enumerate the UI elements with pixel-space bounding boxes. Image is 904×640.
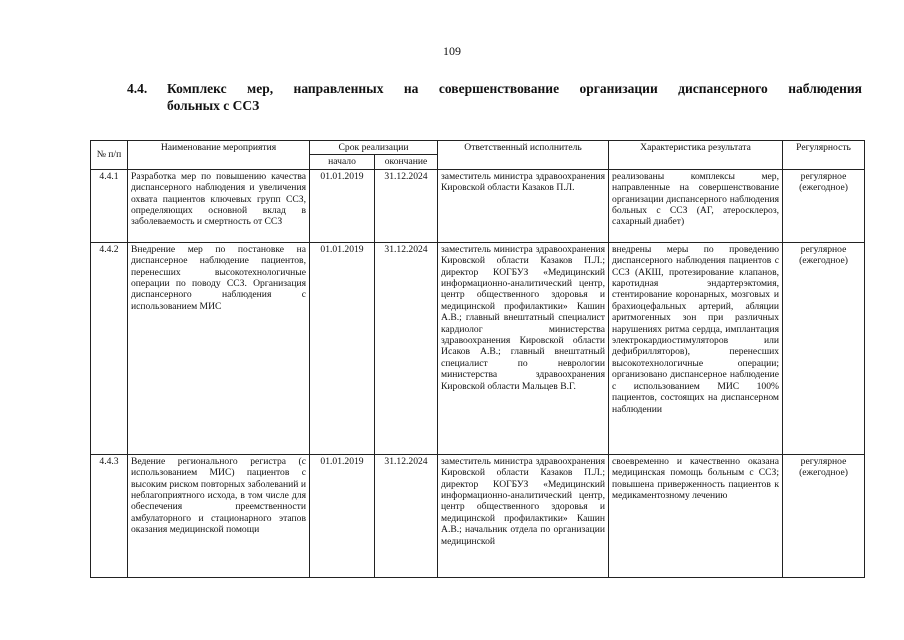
- row-regularity: регулярное (ежегодное): [783, 169, 865, 242]
- row-name-text: Разработка мер по повышению качества диспансерного наблюдения и увеличения охвата пациентов ключевых групп ССЗ, определяющих основной вклад в заболеваемость и смертность от ССЗ: [131, 170, 306, 228]
- row-result: [609, 169, 783, 242]
- row-executor: [438, 169, 609, 242]
- header-row: [91, 141, 865, 155]
- header-executor: Ответственный исполнитель: [438, 141, 609, 170]
- row-start: 01.01.2019: [310, 242, 375, 454]
- row-name-text: Ведение регионального регистра (с использованием МИС) пациентов с высоким риском повторных заболеваний и неблагоприятного исхода, в том числе для обеспечения преемственности амбулаторного и стационарного этапов оказания медицинской помощи: [131, 455, 306, 536]
- row-name-text: Внедрение мер по постановке на диспансерное наблюдение пациентов, перенесших высокотехнологичные операции по поводу ССЗ. Организация диспансерного наблюдения с использованием МИС: [131, 243, 306, 312]
- row-result: [609, 454, 783, 577]
- header-period: Срок реализации: [310, 141, 438, 155]
- row-end: 31.12.2024: [375, 242, 438, 454]
- row-num: 4.4.3: [91, 454, 128, 577]
- section-heading-line1: [127, 80, 862, 97]
- row-executor-text: заместитель министра здравоохранения Кировской области Казаков П.Л.; директор КОГБУЗ «Медицинский информационно-аналитический центр, центр общественного здоровья и медицинской профилактики» Кашин А.В.; главный внештатный специалист кардиолог министерства здравоохранения Кировской области Исаков А.В.; главный внештатный специалист по неврологии министерства здравоохранения Кировской области Мальцев В.Г.: [441, 243, 606, 392]
- header-num: № п/п: [91, 141, 128, 170]
- row-name: [128, 454, 310, 577]
- row-result-text: своевременно и качественно оказана медицинская помощь больным с ССЗ; повышена приверженность пациентов к медикаментозному лечению: [612, 455, 780, 502]
- row-executor: [438, 454, 609, 577]
- section-heading: [127, 80, 862, 114]
- row-regularity: регулярное (ежегодное): [783, 454, 865, 577]
- section-number: 4.4.: [127, 81, 148, 96]
- measures-table: [90, 140, 865, 578]
- row-num: 4.4.1: [91, 169, 128, 242]
- row-result-text: внедрены меры по проведению диспансерного наблюдения пациентов с ССЗ (АКШ, протезирование клапанов, каротидная эндартерэктомия, стентирование коронарных, мозговых и брахиоцефальных артерий, абляции аритмогенных зон при различных нарушениях ритма сердца, имплантация электрокардиостимуляторов или дефибрилляторов), перенесших высокотехнологичные операции; организовано диспансерное наблюдение с использованием МИС 100% пациентов, состоящих на диспансерном наблюдении: [612, 243, 780, 415]
- row-name: [128, 242, 310, 454]
- row-name: [128, 169, 310, 242]
- row-start: 01.01.2019: [310, 454, 375, 577]
- row-regularity: регулярное (ежегодное): [783, 242, 865, 454]
- header-regularity: Регулярность: [783, 141, 865, 170]
- row-executor-text: заместитель министра здравоохранения Кировской области Казаков П.Л.; директор КОГБУЗ «Медицинский информационно-аналитический центр, центр общественного здоровья и медицинской профилактики» Кашин А.В.; начальник отдела по организации медицинской: [441, 455, 606, 547]
- section-title-line1: Комплекс мер, направленных на совершенствование организации диспансерного наблюдения: [167, 81, 862, 96]
- header-name: Наименование мероприятия: [128, 141, 310, 170]
- section-title-line2: больных с ССЗ: [167, 98, 260, 113]
- row-end: 31.12.2024: [375, 454, 438, 577]
- row-end: 31.12.2024: [375, 169, 438, 242]
- row-result: [609, 242, 783, 454]
- header-start: начало: [310, 155, 375, 169]
- row-start: 01.01.2019: [310, 169, 375, 242]
- row-num: 4.4.2: [91, 242, 128, 454]
- header-end: окончание: [375, 155, 438, 169]
- row-executor-text: заместитель министра здравоохранения Кировской области Казаков П.Л.: [441, 170, 606, 194]
- row-result-text: реализованы комплексы мер, направленные на совершенствование организации диспансерного наблюдения больных с ССЗ (АГ, атеросклероз, сахарный диабет): [612, 170, 780, 228]
- header-result: Характеристика результата: [609, 141, 783, 170]
- page-number: 109: [443, 44, 461, 58]
- table-row: [91, 169, 865, 242]
- table-row: [91, 242, 865, 454]
- table-row: [91, 454, 865, 577]
- row-executor: [438, 242, 609, 454]
